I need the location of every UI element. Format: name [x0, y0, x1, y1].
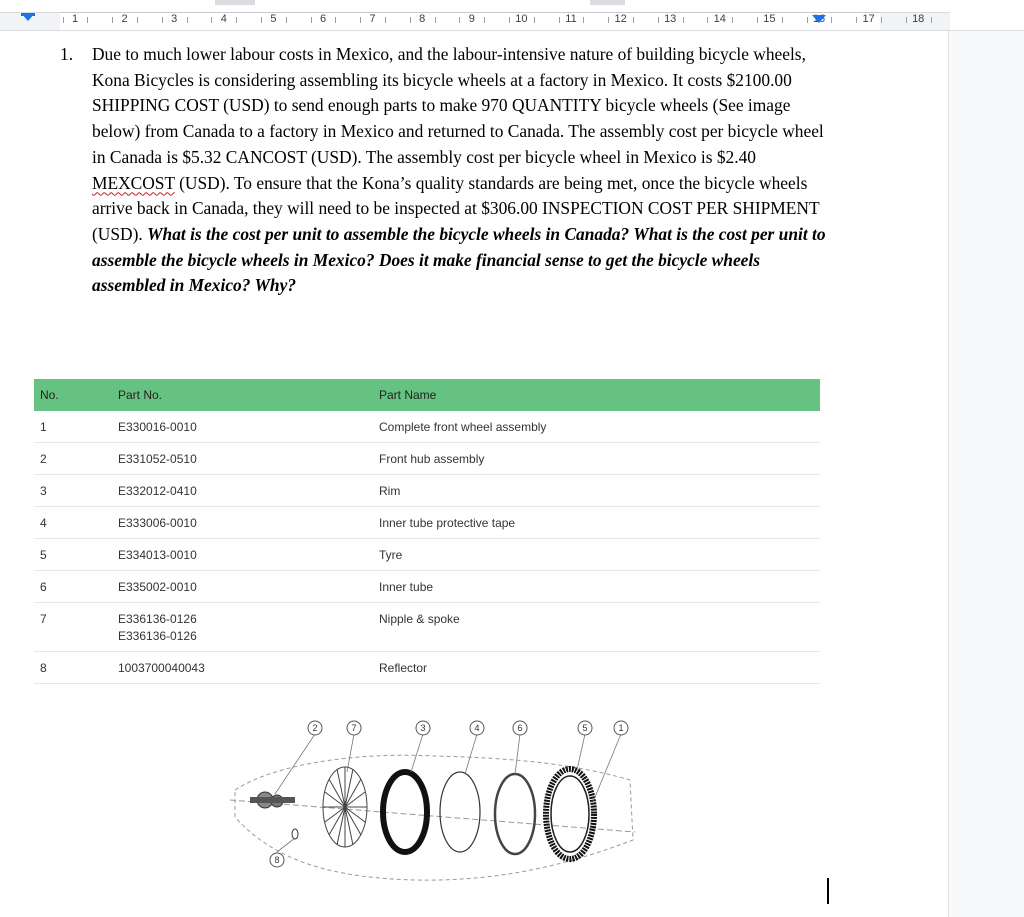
part-no-line: E331052-0510 — [118, 452, 197, 466]
ruler-number: 14 — [713, 13, 726, 25]
cell-part-no — [118, 452, 197, 466]
question-text-part-2: (USD). To ensure that the Kona’s quality standards are being met, once the bicycle wheels arrive back in Canada, they will need to be inspected at $306.00 INSPECTION COST PER SHIPMENT (USD). — [92, 172, 820, 244]
ruler-number: 2 — [121, 13, 128, 25]
cell-no: 7 — [40, 612, 47, 626]
cell-part-no — [118, 484, 197, 498]
document-right-gutter — [948, 31, 1024, 917]
ruler-tick — [410, 17, 411, 23]
ruler-tick — [658, 17, 659, 23]
ruler-tick — [385, 17, 386, 23]
ruler-tick — [856, 17, 857, 23]
ruler-number: 1 — [71, 13, 79, 25]
horizontal-ruler[interactable] — [0, 0, 1024, 31]
ruler-tick — [757, 17, 758, 23]
cell-part-no — [118, 516, 197, 530]
ruler-tick — [311, 17, 312, 23]
header-part-no: Part No. — [118, 388, 163, 402]
cell-part-name: Front hub assembly — [379, 452, 485, 466]
table-row — [34, 411, 820, 443]
ruler-tick — [63, 17, 64, 23]
cell-no: 3 — [40, 484, 47, 498]
ruler-tick — [335, 17, 336, 23]
ruler-tick — [286, 17, 287, 23]
callout-label: 5 — [582, 723, 588, 733]
ruler-tick — [782, 17, 783, 23]
table-row — [34, 571, 820, 603]
part-no-line: E330016-0010 — [118, 420, 197, 434]
cell-part-no — [118, 420, 197, 434]
ruler-tick — [261, 17, 262, 23]
text-cursor — [827, 878, 829, 904]
ruler-number: 18 — [912, 13, 925, 25]
table-row — [34, 507, 820, 539]
cell-part-no — [118, 661, 205, 675]
cell-part-no — [118, 580, 197, 594]
ruler-tick — [559, 17, 560, 23]
ruler-number: 7 — [369, 13, 376, 25]
cell-no: 5 — [40, 548, 47, 562]
cell-no: 4 — [40, 516, 47, 530]
callout-label: 1 — [618, 723, 624, 733]
part-no-line: E332012-0410 — [118, 484, 197, 498]
hub-icon — [250, 792, 295, 808]
ruler-tick — [807, 17, 808, 23]
part-no-line: E334013-0010 — [118, 548, 197, 562]
part-no-line: 1003700040043 — [118, 661, 205, 675]
inner-tube-icon — [495, 774, 535, 854]
ruler-number: 12 — [614, 13, 627, 25]
parts-table — [34, 379, 820, 684]
ruler-tick — [459, 17, 460, 23]
cell-part-name: Rim — [379, 484, 401, 498]
table-row — [34, 603, 820, 652]
ruler-tick — [137, 17, 138, 23]
table-row — [34, 475, 820, 507]
axle-line — [230, 800, 635, 832]
ruler-number: 15 — [763, 13, 776, 25]
wheel-exploded-diagram — [215, 712, 645, 888]
callout-label: 4 — [474, 723, 480, 733]
ruler-tick — [534, 17, 535, 23]
table-header-row — [34, 379, 820, 411]
ruler-tick — [211, 17, 212, 23]
ruler-tick — [633, 17, 634, 23]
ruler-tick — [583, 17, 584, 23]
header-part-name: Part Name — [379, 388, 437, 402]
part-no-line: E336136-0126 — [118, 629, 197, 643]
cell-part-no — [118, 548, 197, 562]
left-indent-marker[interactable] — [21, 13, 35, 21]
rim-icon — [383, 772, 427, 852]
ruler-tick — [881, 17, 882, 23]
header-no: No. — [40, 388, 59, 402]
tyre-inner-edge — [551, 776, 589, 852]
ruler-tick — [484, 17, 485, 23]
ruler-number: 8 — [419, 13, 426, 25]
ruler-number: 5 — [270, 13, 277, 25]
ruler-tick — [435, 17, 436, 23]
callout-label: 7 — [351, 723, 357, 733]
question-body — [92, 42, 830, 299]
ruler-tick — [509, 17, 510, 23]
ruler-number: 13 — [664, 13, 677, 25]
spoke-wheel-icon — [323, 767, 367, 847]
list-number: 1. — [60, 44, 74, 64]
ruler-tick — [707, 17, 708, 23]
ruler-tick — [831, 17, 832, 23]
tyre-icon — [546, 769, 594, 859]
ruler-tick — [683, 17, 684, 23]
callout-label: 2 — [312, 723, 318, 733]
cell-part-name: Complete front wheel assembly — [379, 420, 547, 434]
toolbar-edge — [215, 0, 255, 5]
toolbar-edge — [590, 0, 625, 5]
callout-label: 6 — [517, 723, 523, 733]
part-no-line: E336136-0126 — [118, 612, 197, 626]
ruler-tick — [87, 17, 88, 23]
ruler-number: 6 — [319, 13, 327, 25]
table-row — [34, 539, 820, 571]
part-no-line: E335002-0010 — [118, 580, 197, 594]
ruler-tick — [236, 17, 237, 23]
ruler-number: 11 — [565, 13, 577, 25]
cell-no: 2 — [40, 452, 47, 466]
ruler-tick — [360, 17, 361, 23]
cell-part-name: Inner tube — [379, 580, 434, 594]
cell-part-name: Inner tube protective tape — [379, 516, 516, 530]
cell-no: 1 — [40, 420, 47, 434]
part-no-line: E333006-0010 — [118, 516, 197, 530]
question-paragraph[interactable] — [60, 42, 830, 299]
ruler-tick — [162, 17, 163, 23]
question-prompt: What is the cost per unit to assemble the bicycle wheels in Canada? What is the cost per unit to assemble the bicycle wheels in Mexico? Does it make financial sense to get the bicycle wheels assembled in Mexico? Why? — [92, 223, 826, 296]
reflector-icon — [292, 829, 298, 839]
ruler-number: 17 — [862, 13, 875, 25]
cell-no: 6 — [40, 580, 47, 594]
cell-part-name: Nipple & spoke — [379, 612, 460, 626]
spelling-error-word[interactable]: MEXCOST — [92, 172, 175, 193]
ruler-number: 9 — [468, 13, 475, 25]
cell-no: 8 — [40, 661, 47, 675]
ruler-tick — [732, 17, 733, 23]
tape-icon — [440, 772, 480, 852]
ruler-number: 4 — [220, 13, 227, 25]
cell-part-name: Reflector — [379, 661, 428, 675]
cell-part-name: Tyre — [379, 548, 403, 562]
table-row — [34, 652, 820, 684]
ruler-tick — [112, 17, 113, 23]
cell-part-no — [118, 612, 197, 643]
ruler-number: 16 — [812, 13, 826, 25]
ruler-number: 3 — [171, 13, 178, 25]
callout-label: 3 — [420, 723, 426, 733]
right-indent-marker[interactable] — [812, 15, 826, 23]
question-text-part-1: Due to much lower labour costs in Mexico, and the labour-intensive nature of building bicycle wheels, Kona Bicycles is considering assembling its bicycle wheels at a factory in Mexico. It costs $2100.00 SHIPPING COST (USD) to send enough parts to make 970 QUANTITY bicycle wheels (See image below) from Canada to a factory in Mexico and returned to Canada. The assembly cost per bicycle wheel in Canada is $5.32 CANCOST (USD). The assembly cost per bicycle wheel in Mexico is $2.40 — [92, 44, 824, 167]
table-row — [34, 443, 820, 475]
ruler-tick — [608, 17, 609, 23]
callout-label: 8 — [274, 855, 280, 865]
ruler-number: 10 — [515, 13, 528, 25]
ruler-tick — [931, 17, 932, 23]
ruler-tick — [906, 17, 907, 23]
ruler-tick — [187, 17, 188, 23]
